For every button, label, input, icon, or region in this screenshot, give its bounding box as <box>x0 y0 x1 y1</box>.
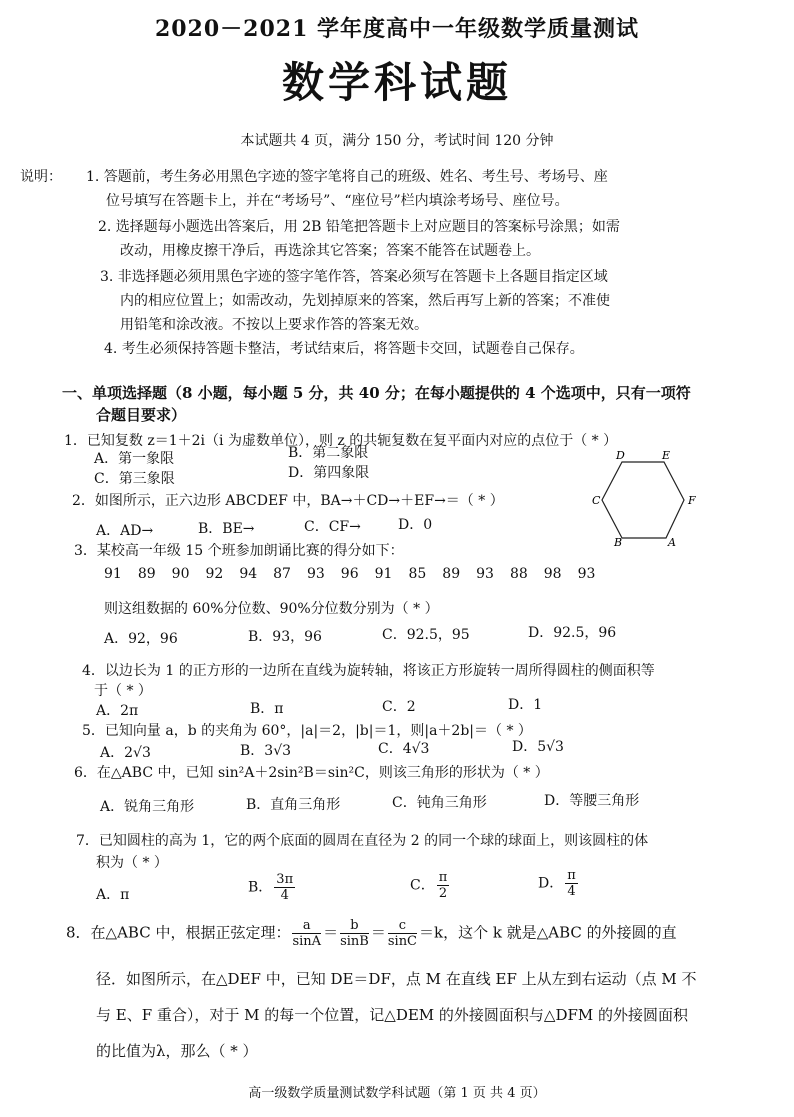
question-1-option-d: D．第四象限 <box>288 465 370 481</box>
question-3-scores <box>104 566 595 582</box>
question-7-option-b <box>248 872 297 903</box>
score-value: 89 <box>442 566 461 582</box>
page-footer: 高一级数学质量测试数学科试题（第 1 页 共 4 页） <box>248 1086 546 1101</box>
question-4-option-c: C．2 <box>382 699 416 715</box>
hexagon-label-d: D <box>616 449 625 462</box>
section-heading: 一、单项选择题（8 小题，每小题 5 分，共 40 分；在每小题提供的 4 个选项中，只有一项符 <box>62 384 691 402</box>
fraction-denominator: sinC <box>387 934 418 949</box>
score-value: 87 <box>273 566 291 582</box>
hexagon-label-c: C <box>592 494 601 507</box>
fraction-denominator: sinB <box>340 934 369 949</box>
question-1-option-a: A．第一象限 <box>94 451 175 467</box>
fraction-numerator: π <box>438 870 448 885</box>
score-value: 91 <box>374 566 393 582</box>
question-3-option-a: A．92，96 <box>104 631 178 647</box>
question-6-option-c: C．钝角三角形 <box>392 795 487 811</box>
option-c-label: C． <box>410 877 435 894</box>
question-2-option-c: C．CF→ <box>304 519 361 535</box>
question-4-option-b: B．π <box>250 701 284 717</box>
question-4-stem-cont: 于（ * ） <box>94 683 152 699</box>
question-3-option-d: D．92.5，96 <box>528 625 617 641</box>
question-6-option-a: A．锐角三角形 <box>100 799 195 815</box>
score-value: 91 <box>104 566 122 582</box>
question-3-stem: 3．某校高一年级 15 个班参加朗诵比赛的得分如下： <box>74 543 404 559</box>
score-value: 90 <box>171 566 190 582</box>
fraction-3pi-over-4 <box>274 872 295 903</box>
question-4-option-d: D．1 <box>508 697 543 713</box>
question-2-option-b: B．BE→ <box>198 521 255 537</box>
fraction-b-over-sinB <box>340 918 369 949</box>
exam-subtitle: 本试题共 4 页，满分 150 分，考试时间 120 分钟 <box>240 133 554 149</box>
instruction-line: 3. 非选择题必须用黑色字迹的签字笔作答，答案必须写在答题卡上各题目指定区域 <box>100 269 608 285</box>
question-7-option-c <box>410 870 451 901</box>
fraction-numerator: a <box>292 918 321 934</box>
exam-title-main: 数学科试题 <box>281 58 512 107</box>
question-3-option-c: C．92.5，95 <box>382 627 470 643</box>
instruction-line: 1. 答题前，考生务必用黑色字迹的签字笔将自己的班级、姓名、考生号、考场号、座 <box>86 169 608 185</box>
score-value: 93 <box>577 566 596 582</box>
question-5-option-c: C．4√3 <box>378 741 430 757</box>
fraction-denominator: 2 <box>438 886 448 901</box>
instructions-label: 说明： <box>20 169 62 185</box>
hexagon-label-a: A <box>668 536 676 548</box>
instruction-line: 改动，用橡皮擦干净后，再选涂其它答案；答案不能答在试题卷上。 <box>120 243 540 259</box>
question-8-line4: 的比值为λ，那么（ * ） <box>96 1042 258 1060</box>
exam-title-line1: 2020－2021 学年度高中一年级数学质量测试 <box>154 16 640 42</box>
fraction-c-over-sinC <box>388 918 417 949</box>
fraction-pi-over-4 <box>565 868 578 899</box>
question-6-option-d: D．等腰三角形 <box>544 793 640 809</box>
question-5-option-d: D．5√3 <box>512 739 564 755</box>
question-1-option-c: C．第三象限 <box>94 471 175 487</box>
question-4-stem: 4．以边长为 1 的正方形的一边所在直线为旋转轴，将该正方形旋转一周所得圆柱的侧面积等 <box>82 663 655 679</box>
question-5-option-b: B．3√3 <box>240 743 292 759</box>
score-value: 89 <box>137 566 156 582</box>
question-8-line2: 径．如图所示，在△DEF 中，已知 DE＝DF，点 M 在直线 EF 上从左到右运动（点 M 不 <box>96 970 697 988</box>
question-8-stem <box>66 918 677 949</box>
fraction-numerator: c <box>388 918 417 934</box>
question-5-option-a: A．2√3 <box>100 745 151 761</box>
instruction-line: 内的相应位置上；如需改动，先划掉原来的答案，然后再写上新的答案；不准使 <box>120 293 610 309</box>
question-2-option-d: D．0 <box>398 517 433 533</box>
hexagon-shape <box>602 462 684 538</box>
question-7-option-a: A．π <box>96 887 130 903</box>
question-7-option-d <box>538 868 580 899</box>
question-8-line3: 与 E、F 重合），对于 M 的每一个位置，记△DEM 的外接圆面积与△DFM 的外接圆面积 <box>96 1006 689 1024</box>
question-2-stem: 2．如图所示，正六边形 ABCDEF 中，BA→＋CD→＋EF→＝（ * ） <box>72 493 504 509</box>
fraction-pi-over-2 <box>437 870 450 901</box>
fraction-numerator: π <box>567 868 576 883</box>
score-value: 92 <box>205 566 224 582</box>
fraction-a-over-sinA <box>292 918 321 949</box>
fraction-denominator: sinA <box>292 934 322 949</box>
instruction-line: 用铅笔和涂改液。不按以上要求作答的答案无效。 <box>120 317 428 333</box>
hexagon-label-e: E <box>662 449 671 462</box>
question-3-option-b: B．93，96 <box>248 629 322 645</box>
fraction-denominator: 4 <box>567 884 576 899</box>
question-1-stem: 1．已知复数 z＝1＋2i（i 为虚数单位），则 z 的共轭复数在复平面内对应的点位于（ * ） <box>64 433 618 449</box>
score-value: 93 <box>476 566 494 582</box>
instruction-line: 4. 考生必须保持答题卡整洁，考试结束后，将答题卡交回，试题卷自己保存。 <box>104 341 584 357</box>
score-value: 93 <box>306 566 325 582</box>
fraction-denominator: 4 <box>280 888 289 903</box>
question-6-option-b: B．直角三角形 <box>246 797 341 813</box>
fraction-numerator: 3π <box>276 872 294 887</box>
equals-sign: ＝ <box>370 923 386 942</box>
question-7-stem: 7．已知圆柱的高为 1，它的两个底面的圆周在直径为 2 的同一个球的球面上，则该圆柱的体 <box>76 833 649 849</box>
question-1-option-b: B．第二象限 <box>288 445 369 461</box>
score-value: 88 <box>509 566 528 582</box>
score-value: 98 <box>543 566 562 582</box>
instruction-line: 2. 选择题每小题选出答案后，用 2B 铅笔把答题卡上对应题目的答案标号涂黑；如需 <box>98 219 620 235</box>
question-4-option-a: A．2π <box>96 703 139 719</box>
instruction-line: 位号填写在答题卡上，并在“考场号”、“座位号”栏内填涂考场号、座位号。 <box>106 193 569 209</box>
score-value: 85 <box>408 566 427 582</box>
hexagon-label-f: F <box>688 494 696 507</box>
option-b-label: B． <box>248 879 273 896</box>
section-heading-cont: 合题目要求） <box>96 406 187 424</box>
hexagon-label-b: B <box>614 536 623 548</box>
question-2-option-a: A．AD→ <box>96 523 154 539</box>
question-8-prefix: 8．在△ABC 中，根据正弦定理： <box>66 923 291 942</box>
score-value: 96 <box>340 566 359 582</box>
question-3-ask: 则这组数据的 60%分位数、90%分位数分别为（ * ） <box>104 601 439 617</box>
question-7-stem-cont: 积为（ * ） <box>96 855 168 871</box>
score-value: 94 <box>239 566 258 582</box>
hexagon-figure <box>584 448 714 548</box>
equals-sign: ＝ <box>323 923 339 942</box>
question-6-stem: 6．在△ABC 中，已知 sin²A＋2sin²B＝sin²C，则该三角形的形状为（ * ） <box>74 765 549 781</box>
question-8-suffix: ＝k，这个 k 就是△ABC 的外接圆的直 <box>419 923 677 942</box>
option-d-label: D． <box>538 875 564 892</box>
question-5-stem: 5．已知向量 a，b 的夹角为 60°，|a|＝2，|b|＝1，则|a＋2b|＝（ * ） <box>82 723 532 739</box>
fraction-numerator: b <box>340 918 369 934</box>
